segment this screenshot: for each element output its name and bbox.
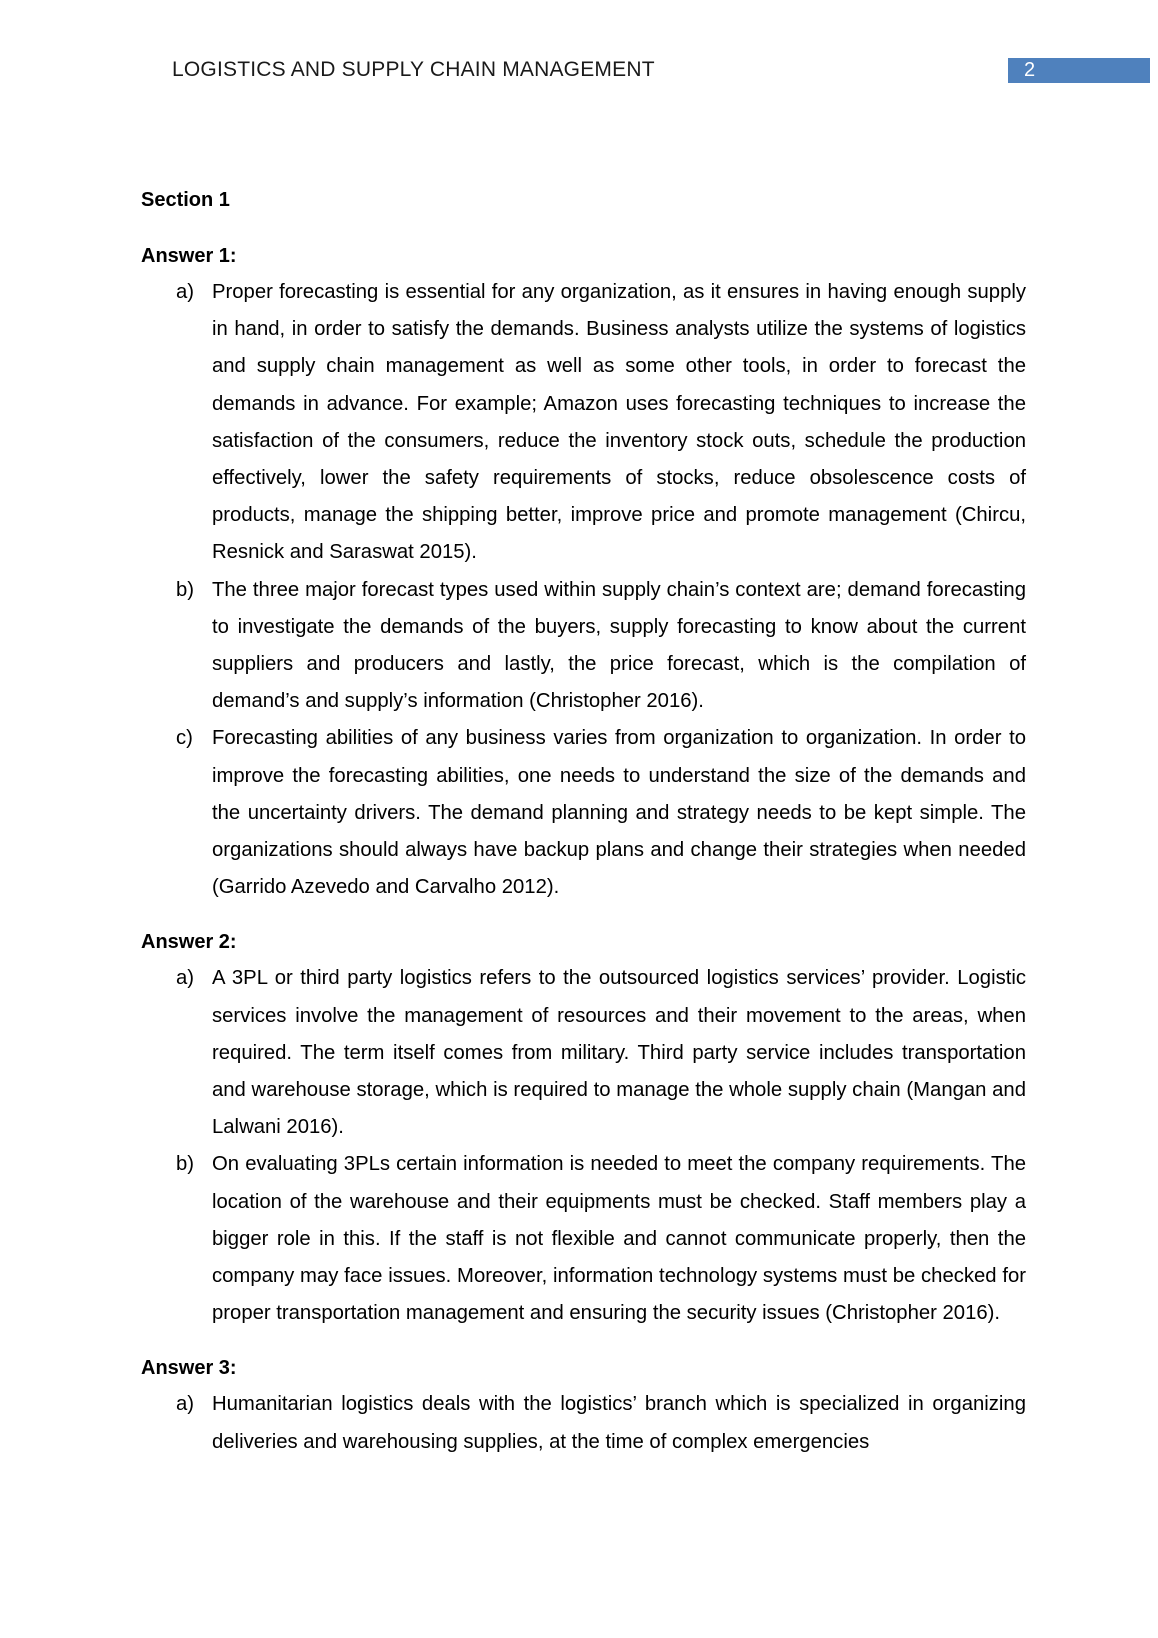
list-marker: a)	[176, 1393, 195, 1416]
list-item	[141, 274, 1026, 572]
list-item	[141, 1386, 1026, 1460]
list-item-text: Proper forecasting is essential for any organization, as it ensures in having enough supply in hand, in order to satisfy the demands. Business analysts utilize the systems of logistics and supply chain management as well as some other tools, in order to forecast the demands in advance. For example; Amazon uses forecasting techniques to increase the satisfaction of the consumers, reduce the inventory stock outs, schedule the production effectively, lower the safety requirements of stocks, reduce obsolescence costs of products, manage the shipping better, improve price and promote management (Chircu, Resnick and Saraswat 2015).	[212, 281, 1026, 564]
running-header-title: LOGISTICS AND SUPPLY CHAIN MANAGEMENT	[172, 58, 655, 81]
list-item-text: Forecasting abilities of any business varies from organization to organization. In order to improve the forecasting abilities, one needs to understand the size of the demands and the uncertainty drivers. The demand planning and strategy needs to be kept simple. The organizations should always have backup plans and change their strategies when needed (Garrido Azevedo and Carvalho 2012).	[212, 727, 1026, 899]
list-item	[141, 1146, 1026, 1332]
answer-title: Answer 2:	[141, 931, 237, 954]
list-item	[141, 572, 1026, 721]
section-title: Section 1	[141, 189, 230, 211]
list-item-text: On evaluating 3PLs certain information is needed to meet the company requirements. The location of the warehouse and their equipments must be checked. Staff members play a bigger role in this. If the staff is not flexible and cannot communicate properly, then the company may face issues. Moreover, information technology systems must be checked for proper transportation management and ensuring the security issues (Christopher 2016).	[212, 1153, 1026, 1325]
list-marker: a)	[176, 967, 195, 990]
list-item-text: The three major forecast types used within supply chain’s context are; demand forecasting to investigate the demands of the buyers, supply forecasting to know about the current suppliers and producers and lastly, the price forecast, which is the compilation of demand’s and supply’s information (Christopher 2016).	[212, 578, 1026, 713]
list-marker: a)	[176, 281, 195, 303]
answer-2	[141, 928, 1026, 1332]
list-item-text: Humanitarian logistics deals with the logistics’ branch which is specialized in organizing deliveries and warehousing supplies, at the time of complex emergencies	[212, 1393, 1026, 1453]
answer-1	[141, 242, 1026, 906]
list-marker: b)	[176, 578, 195, 601]
list-marker: b)	[176, 1153, 195, 1176]
answer-title: Answer 3:	[141, 1357, 237, 1380]
list-item-text: A 3PL or third party logistics refers to the outsourced logistics services’ provider. Logistic services involve the management of resources and their movement to the areas, when required. The term itself comes from military. Third party service includes transportation and warehouse storage, which is required to manage the whole supply chain (Mangan and Lalwani 2016).	[212, 967, 1026, 1139]
list-item	[141, 720, 1026, 906]
answer-3	[141, 1354, 1026, 1460]
answer-title: Answer 1:	[141, 245, 237, 267]
page-number-badge: 2	[1008, 58, 1150, 83]
list-marker: c)	[176, 727, 193, 750]
document-body	[141, 186, 1026, 1483]
list-item	[141, 960, 1026, 1146]
